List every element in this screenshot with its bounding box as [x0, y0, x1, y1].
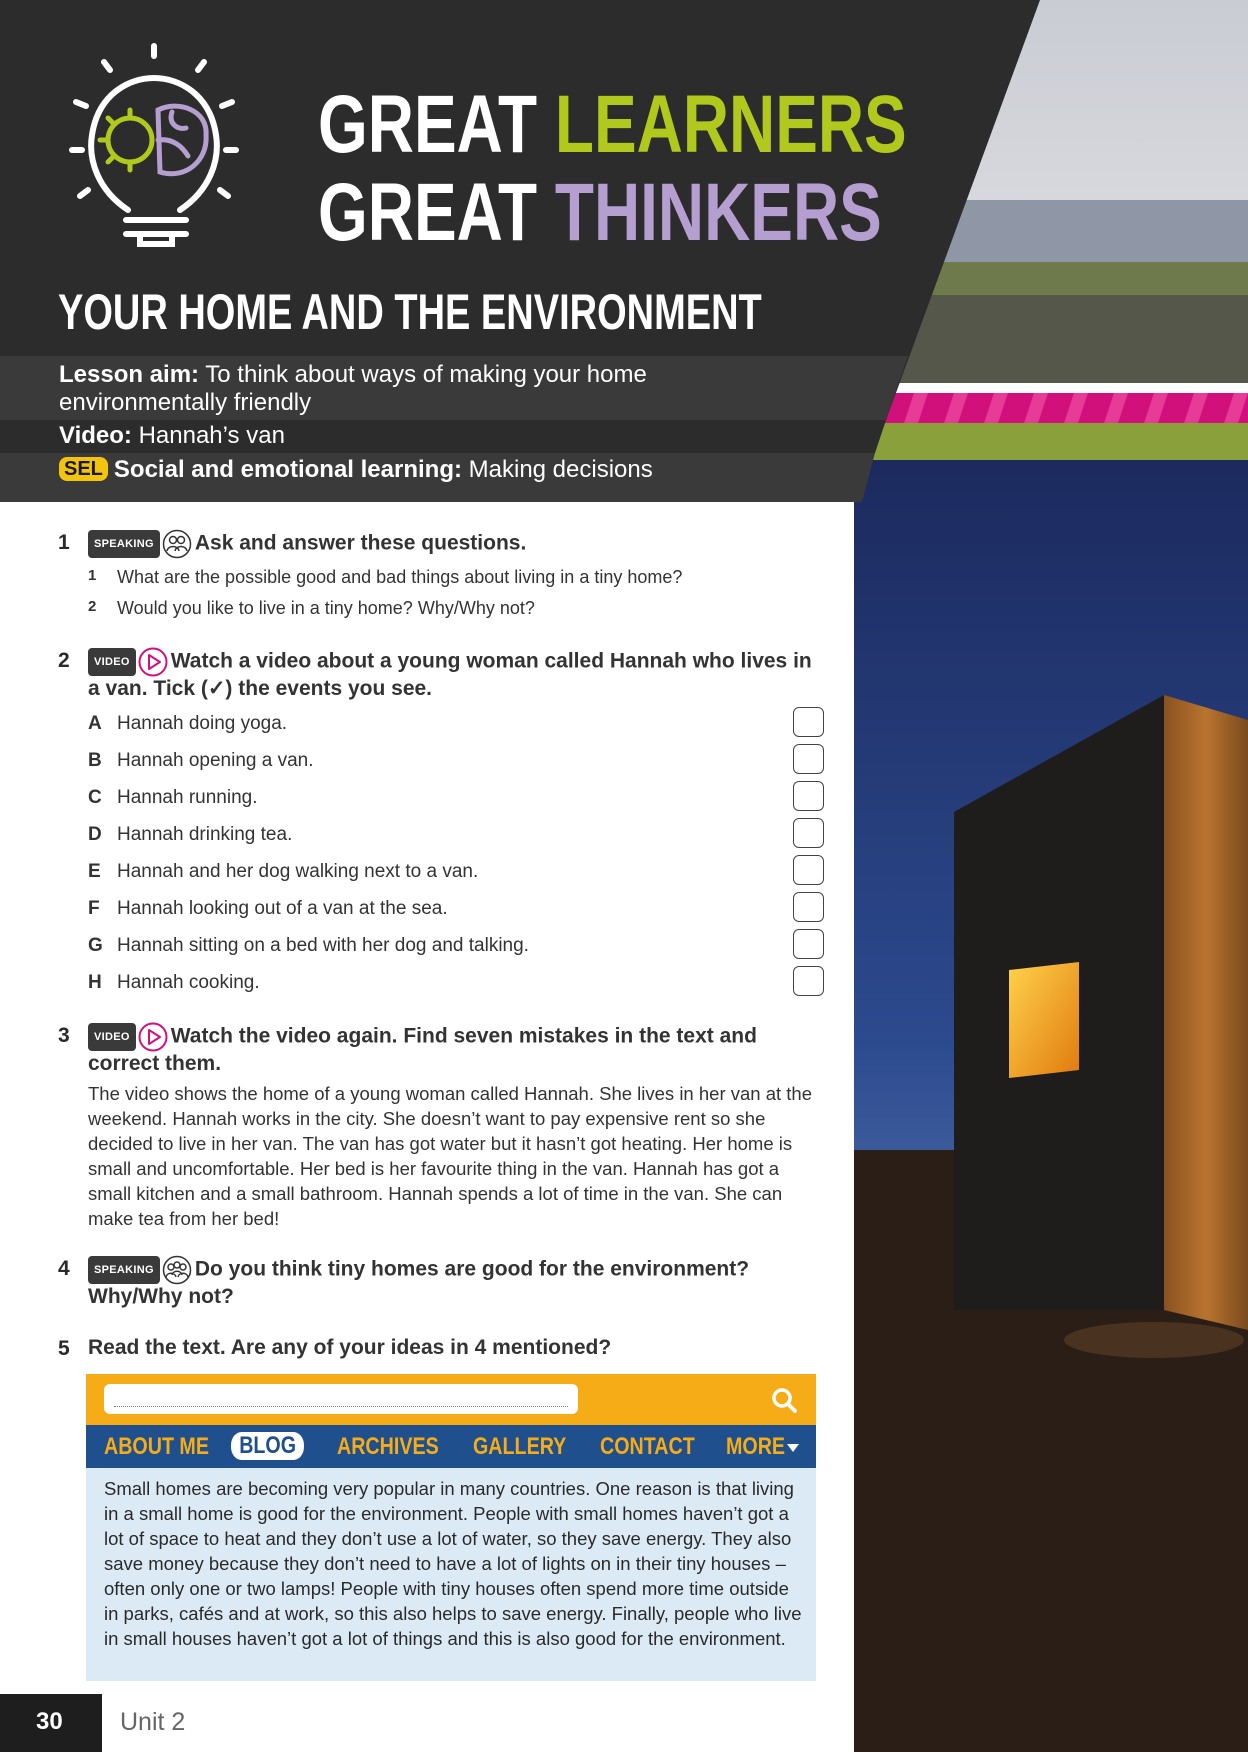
- lightbulb-brain-icon: [68, 40, 248, 250]
- nav-contact[interactable]: CONTACT: [600, 1433, 695, 1460]
- option-letter: D: [88, 824, 102, 845]
- exercise-2-heading: [88, 647, 828, 701]
- sel-badge: SEL: [59, 457, 108, 481]
- exercise-2-instruction-line2: a van. Tick (✓) the events you see.: [88, 677, 433, 700]
- page-subtitle: YOUR HOME AND THE ENVIRONMENT: [58, 284, 762, 340]
- speaking-people-icon: [162, 529, 192, 559]
- lesson-aim-text: To think about ways of making your home environmentally friendly: [59, 361, 647, 416]
- title-word-great: GREAT: [318, 79, 538, 170]
- tick-checkbox-b[interactable]: [793, 744, 824, 774]
- video-label: Video:: [59, 422, 132, 449]
- lesson-aim-label: Lesson aim:: [59, 361, 200, 388]
- option-letter: H: [88, 972, 102, 993]
- nav-about-me[interactable]: ABOUT ME: [104, 1433, 209, 1460]
- sel-text: Making decisions: [468, 456, 653, 483]
- title-great-thinkers: [318, 167, 882, 258]
- tick-checkbox-a[interactable]: [793, 707, 824, 737]
- exercise-4-instruction-line1: Do you think tiny homes are good for the environment?: [194, 1257, 750, 1281]
- nav-gallery[interactable]: GALLERY: [473, 1433, 567, 1460]
- question-number: 2: [88, 598, 97, 615]
- option-text: Hannah drinking tea.: [117, 824, 293, 845]
- title-word-learners: LEARNERS: [554, 79, 907, 170]
- option-text: Hannah and her dog walking next to a van.: [117, 861, 479, 882]
- option-text: Hannah cooking.: [117, 972, 260, 993]
- page-number: 30: [36, 1708, 63, 1735]
- option-letter: C: [88, 787, 102, 808]
- sel-info: [59, 456, 653, 484]
- option-text: Hannah running.: [117, 787, 258, 808]
- speaking-tag: SPEAKING: [88, 1256, 160, 1284]
- option-text: Hannah doing yoga.: [117, 713, 288, 734]
- search-icon[interactable]: [769, 1385, 799, 1415]
- option-letter: B: [88, 750, 102, 771]
- option-text: Hannah sitting on a bed with her dog and talking.: [117, 935, 529, 956]
- option-letter: F: [88, 898, 100, 919]
- speaking-group-icon: [162, 1255, 192, 1285]
- exercise-4-heading: [88, 1255, 828, 1309]
- unit-label: Unit 2: [120, 1708, 186, 1736]
- exercise-2-instruction-line1: Watch a video about a young woman called Hannah who lives in: [170, 649, 812, 673]
- chevron-down-icon[interactable]: [786, 1443, 800, 1453]
- tick-checkbox-g[interactable]: [793, 929, 824, 959]
- title-word-thinkers: THINKERS: [554, 167, 882, 258]
- option-text: Hannah opening a van.: [117, 750, 314, 771]
- exercise-3-heading: [88, 1022, 828, 1076]
- video-play-icon: [138, 647, 168, 677]
- tick-checkbox-f[interactable]: [793, 892, 824, 922]
- nav-blog[interactable]: BLOG: [231, 1432, 304, 1460]
- tick-checkbox-e[interactable]: [793, 855, 824, 885]
- question-text: Would you like to live in a tiny home? Why/Why not?: [117, 598, 535, 618]
- exercise-2-number: 2: [58, 649, 70, 672]
- question-number: 1: [88, 567, 97, 584]
- exercise-1-number: 1: [58, 531, 70, 554]
- exercise-3-text: The video shows the home of a young woman called Hannah. She lives in her van at the weekend. Hannah works in the city. She doesn’t want to pay expensive rent so she decided to live in her van. The van has got water but it hasn’t got heating. Her home is small and uncomfortable. Her bed is her favourite thing in the van. Hannah has got a small kitchen and a small bathroom. Hannah spends a lot of time in the van. She can make tea from her bed!: [88, 1083, 812, 1229]
- exercise-3-instruction-line2: correct them.: [88, 1052, 222, 1075]
- blog-search-bar: [86, 1374, 816, 1425]
- option-letter: A: [88, 713, 102, 734]
- exercise-3-number: 3: [58, 1024, 70, 1047]
- nav-more-label: MORE: [726, 1433, 786, 1460]
- nav-archives[interactable]: ARCHIVES: [337, 1433, 439, 1460]
- title-word-great-2: GREAT: [318, 167, 538, 258]
- option-letter: E: [88, 861, 101, 882]
- sel-label: Social and emotional learning:: [113, 456, 462, 483]
- video-title: Hannah’s van: [138, 422, 285, 449]
- tick-checkbox-d[interactable]: [793, 818, 824, 848]
- exercise-5-instruction: Read the text. Are any of your ideas in 4 mentioned?: [88, 1336, 612, 1359]
- speaking-tag: SPEAKING: [88, 530, 160, 558]
- blog-search-input[interactable]: [104, 1384, 578, 1414]
- blog-post-text: Small homes are becoming very popular in many countries. One reason is that living in a small home is good for the environment. People with small homes haven’t got a lot of space to heat and they don’t use a lot of water, so they save energy. They also save money because they don’t need to have a lot of lights on in their tiny houses – often only one or two lamps! People with tiny houses often spend more time outside in parks, cafés and at work, so this also helps to save energy. Finally, people who live in small houses haven’t got a lot of things and this is also good for the environment.: [104, 1478, 802, 1649]
- tick-checkbox-h[interactable]: [793, 966, 824, 996]
- blog-navigation: [86, 1425, 816, 1468]
- tick-checkbox-c[interactable]: [793, 781, 824, 811]
- question-text: What are the possible good and bad things about living in a tiny home?: [117, 567, 683, 587]
- blog-post: [86, 1468, 816, 1681]
- title-great-learners: [318, 79, 907, 170]
- exercise-3-instruction-line1: Watch the video again. Find seven mistakes in the text and: [170, 1024, 757, 1048]
- exercise-5-number: 5: [58, 1337, 70, 1360]
- exercise-4-instruction-line2: Why/Why not?: [88, 1285, 234, 1308]
- video-info: [59, 422, 285, 450]
- exercise-4-number: 4: [58, 1257, 70, 1280]
- video-tag: VIDEO: [88, 648, 136, 676]
- exercise-1-instruction: Ask and answer these questions.: [194, 531, 527, 555]
- lesson-aim: [59, 361, 759, 417]
- option-letter: G: [88, 935, 103, 956]
- nav-more[interactable]: [726, 1433, 785, 1461]
- video-play-icon: [138, 1022, 168, 1052]
- option-text: Hannah looking out of a van at the sea.: [117, 898, 448, 919]
- video-tag: VIDEO: [88, 1023, 136, 1051]
- exercise-1-heading: [88, 529, 526, 559]
